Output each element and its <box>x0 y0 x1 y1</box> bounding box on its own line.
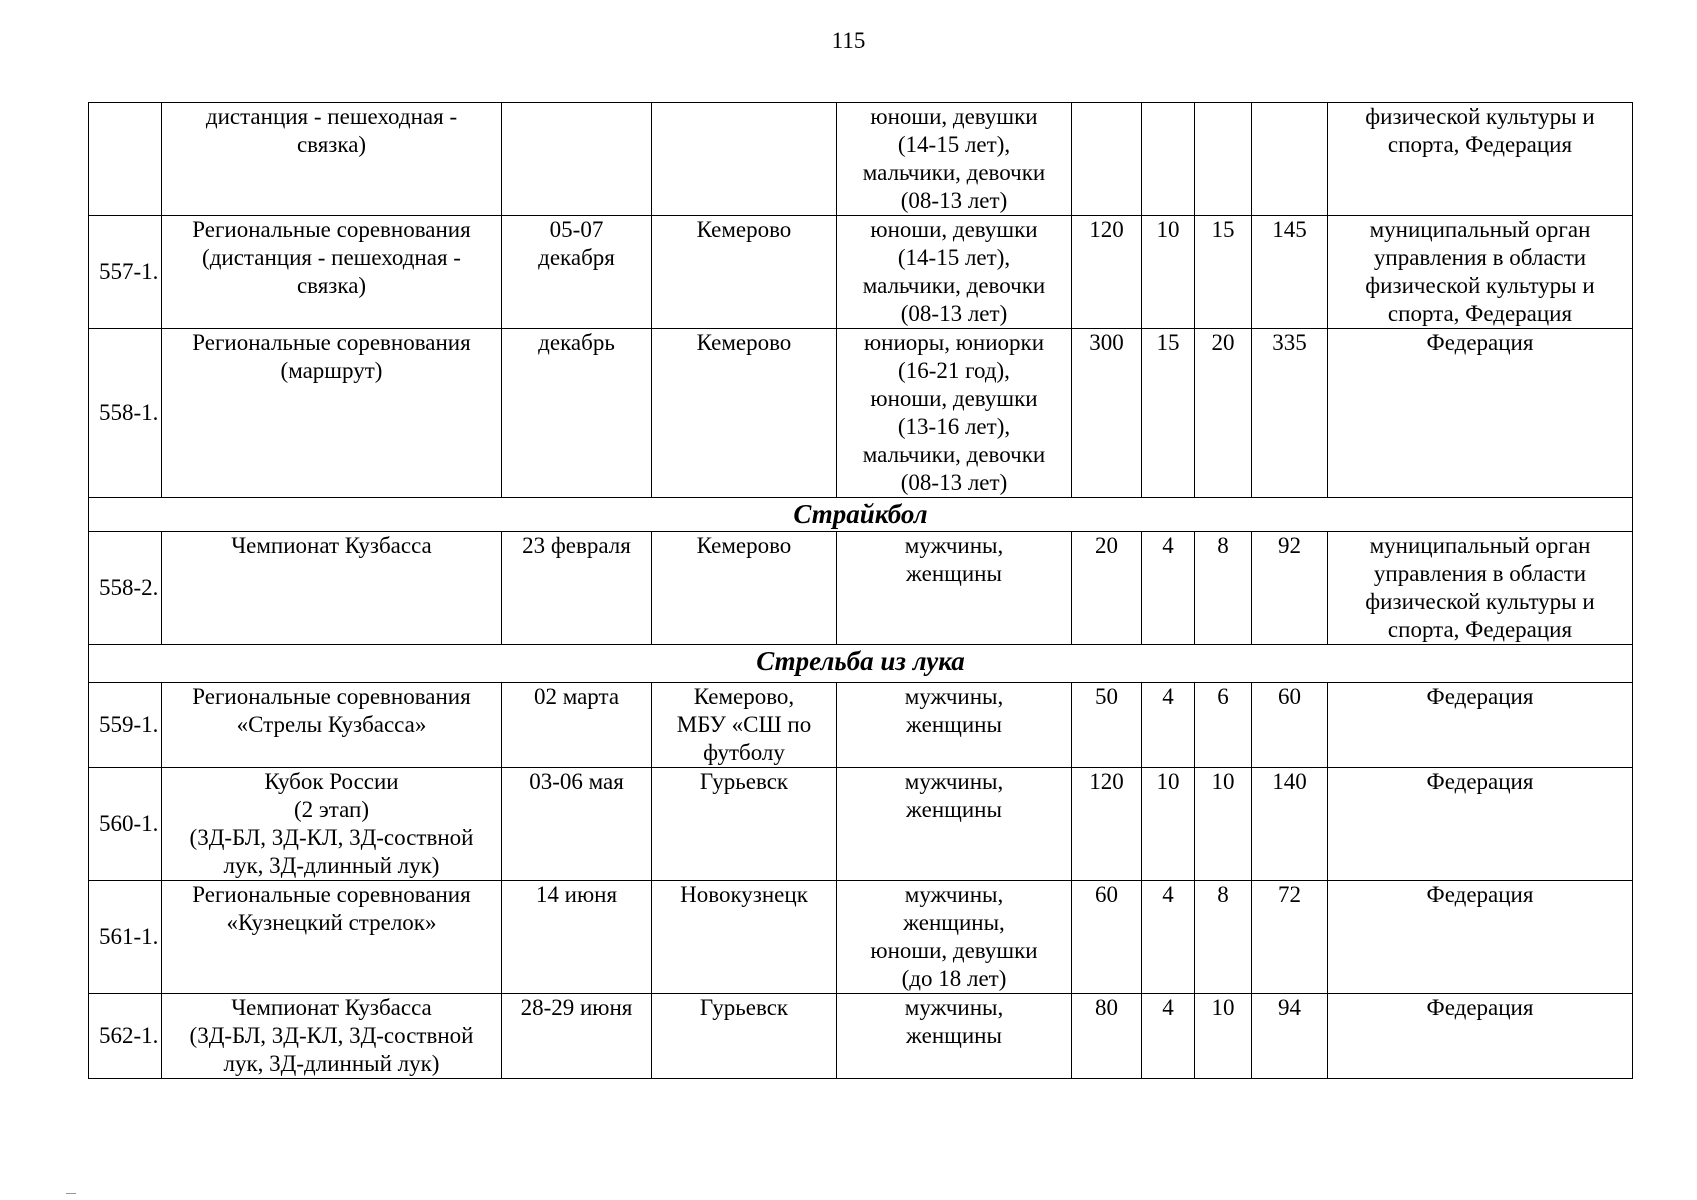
participants-count-cell: 20 <box>1072 532 1142 645</box>
officials-count-cell: 8 <box>1195 881 1252 994</box>
venue-cell-line: Гурьевск <box>699 769 789 794</box>
venue-cell <box>652 216 837 329</box>
participants-count-cell: 80 <box>1072 994 1142 1079</box>
venue-cell-line: Новокузнецк <box>680 882 808 907</box>
participants-cell-line: (16-21 год), <box>898 358 1010 383</box>
participants-cell <box>837 994 1072 1079</box>
organizer-cell-line: физической культуры и <box>1365 273 1595 298</box>
venue-cell <box>652 768 837 881</box>
section-row <box>89 498 1633 532</box>
section-title: Страйкбол <box>89 498 1633 532</box>
table-body <box>89 103 1633 1079</box>
event-name-cell-line: (3Д-БЛ, 3Д-КЛ, 3Д-соствной <box>189 1023 474 1048</box>
event-name-cell-line: лук, 3Д-длинный лук) <box>223 1051 440 1076</box>
event-name-cell-line: «Стрелы Кузбасса» <box>236 712 427 737</box>
participants-cell-line: мужчины, <box>904 882 1004 907</box>
venue-cell-line: Кемерово, <box>693 684 795 709</box>
judges-count-cell: 10 <box>1142 768 1195 881</box>
organizer-cell-line: физической культуры и <box>1365 104 1595 129</box>
participants-cell <box>837 532 1072 645</box>
event-name-cell-line: лук, 3Д-длинный лук) <box>223 853 440 878</box>
event-name-cell-line: «Кузнецкий стрелок» <box>226 910 437 935</box>
participants-count-cell: 120 <box>1072 768 1142 881</box>
organizer-cell-line: Федерация <box>1426 882 1534 907</box>
dates-cell <box>502 329 652 498</box>
organizer-cell <box>1328 994 1633 1079</box>
participants-count-cell: 50 <box>1072 683 1142 768</box>
judges-count-cell: 4 <box>1142 881 1195 994</box>
organizer-cell-line: управления в области <box>1373 561 1587 586</box>
total-count-cell: 145 <box>1252 216 1328 329</box>
venue-cell <box>652 532 837 645</box>
judges-count-cell: 4 <box>1142 994 1195 1079</box>
event-name-cell <box>162 994 502 1079</box>
event-name-cell-line: Чемпионат Кузбасса <box>231 995 432 1020</box>
organizer-cell <box>1328 216 1633 329</box>
event-name-cell <box>162 532 502 645</box>
event-name-cell-line: связка) <box>296 273 367 298</box>
judges-count-cell: 15 <box>1142 329 1195 498</box>
participants-count-cell: 120 <box>1072 216 1142 329</box>
dates-cell-line: 28-29 июня <box>520 995 633 1020</box>
event-name-cell <box>162 881 502 994</box>
event-name-cell-line: Региональные соревнования <box>192 684 471 709</box>
event-name-cell <box>162 768 502 881</box>
participants-cell-line: (14-15 лет), <box>897 132 1011 157</box>
event-name-cell-line: связка) <box>296 132 367 157</box>
venue-cell-line: Кемерово <box>696 533 792 558</box>
table-row <box>89 994 1633 1079</box>
total-count-cell: 72 <box>1252 881 1328 994</box>
participants-cell-line: мужчины, <box>904 995 1004 1020</box>
dates-cell-line: декабрь <box>538 330 615 355</box>
officials-count-cell: 10 <box>1195 994 1252 1079</box>
venue-cell <box>652 683 837 768</box>
dates-cell-line: 23 февраля <box>522 533 631 558</box>
officials-count-cell: 20 <box>1195 329 1252 498</box>
venue-cell-line: футболу <box>703 740 785 765</box>
participants-cell-line: мужчины, <box>904 684 1004 709</box>
event-name-cell <box>162 329 502 498</box>
organizer-cell-line: муниципальный орган <box>1369 533 1591 558</box>
event-name-cell-line: Региональные соревнования <box>192 330 471 355</box>
venue-cell-line: МБУ «СШ по <box>676 712 812 737</box>
event-name-cell-line: (3Д-БЛ, 3Д-КЛ, 3Д-соствной <box>189 825 474 850</box>
organizer-cell <box>1328 683 1633 768</box>
participants-cell-line: женщины <box>906 797 1002 822</box>
dates-cell <box>502 881 652 994</box>
participants-cell-line: мальчики, девочки <box>862 273 1046 298</box>
event-name-cell-line: (маршрут) <box>280 358 383 383</box>
organizer-cell-line: спорта, Федерация <box>1387 301 1573 326</box>
dates-cell-line: 05-07 <box>549 217 604 242</box>
officials-count-cell: 6 <box>1195 683 1252 768</box>
organizer-cell-line: Федерация <box>1426 684 1534 709</box>
judges-count-cell <box>1142 103 1195 216</box>
event-name-cell <box>162 683 502 768</box>
dates-cell-line: 14 июня <box>535 882 618 907</box>
page-number: 115 <box>831 28 866 53</box>
section-title: Стрельба из лука <box>89 645 1633 683</box>
row-number-cell: 561-1. <box>89 881 162 994</box>
participants-cell-line: женщины <box>906 561 1002 586</box>
participants-cell <box>837 216 1072 329</box>
participants-cell-line: юноши, девушки <box>870 104 1038 129</box>
venue-cell-line: Кемерово <box>696 217 792 242</box>
officials-count-cell: 10 <box>1195 768 1252 881</box>
table-row <box>89 103 1633 216</box>
organizer-cell-line: Федерация <box>1426 995 1534 1020</box>
officials-count-cell <box>1195 103 1252 216</box>
participants-cell-line: (14-15 лет), <box>897 245 1011 270</box>
participants-cell <box>837 768 1072 881</box>
participants-count-cell <box>1072 103 1142 216</box>
organizer-cell-line: муниципальный орган <box>1369 217 1591 242</box>
organizer-cell-line: Федерация <box>1426 330 1534 355</box>
table-row <box>89 532 1633 645</box>
table-row <box>89 216 1633 329</box>
dates-cell <box>502 216 652 329</box>
participants-cell-line: женщины <box>906 712 1002 737</box>
row-number-cell: 559-1. <box>89 683 162 768</box>
participants-cell-line: мальчики, девочки <box>862 160 1046 185</box>
row-number-cell <box>89 103 162 216</box>
total-count-cell: 335 <box>1252 329 1328 498</box>
venue-cell <box>652 329 837 498</box>
participants-cell <box>837 329 1072 498</box>
organizer-cell-line: Федерация <box>1426 769 1534 794</box>
event-name-cell-line: Чемпионат Кузбасса <box>231 533 432 558</box>
event-name-cell-line: (2 этап) <box>294 797 369 822</box>
total-count-cell <box>1252 103 1328 216</box>
event-name-cell-line: дистанция - пешеходная - <box>205 104 458 129</box>
total-count-cell: 60 <box>1252 683 1328 768</box>
total-count-cell: 94 <box>1252 994 1328 1079</box>
total-count-cell: 140 <box>1252 768 1328 881</box>
participants-cell-line: (08-13 лет) <box>900 188 1008 213</box>
organizer-cell <box>1328 103 1633 216</box>
dates-cell-line: 02 марта <box>533 684 620 709</box>
competition-schedule-table <box>88 102 1633 1079</box>
dates-cell <box>502 683 652 768</box>
row-number-cell: 558-1. <box>89 329 162 498</box>
organizer-cell-line: управления в области <box>1373 245 1587 270</box>
scan-mark <box>66 1193 76 1194</box>
dates-cell-line: 03-06 мая <box>529 769 624 794</box>
participants-count-cell: 60 <box>1072 881 1142 994</box>
judges-count-cell: 10 <box>1142 216 1195 329</box>
participants-cell <box>837 881 1072 994</box>
row-number-cell: 558-2. <box>89 532 162 645</box>
participants-cell-line: мальчики, девочки <box>862 442 1046 467</box>
venue-cell-line: Кемерово <box>696 330 792 355</box>
event-name-cell-line: (дистанция - пешеходная - <box>202 245 461 270</box>
dates-cell <box>502 994 652 1079</box>
row-number-cell: 562-1. <box>89 994 162 1079</box>
venue-cell <box>652 881 837 994</box>
organizer-cell <box>1328 329 1633 498</box>
table-row <box>89 768 1633 881</box>
participants-cell <box>837 103 1072 216</box>
venue-cell <box>652 103 837 216</box>
row-number-cell: 557-1. <box>89 216 162 329</box>
event-name-cell-line: Региональные соревнования <box>192 217 471 242</box>
organizer-cell <box>1328 881 1633 994</box>
participants-cell-line: мужчины, <box>904 769 1004 794</box>
organizer-cell-line: спорта, Федерация <box>1387 132 1573 157</box>
judges-count-cell: 4 <box>1142 683 1195 768</box>
participants-cell-line: (до 18 лет) <box>901 966 1007 991</box>
event-name-cell <box>162 216 502 329</box>
table-row <box>89 683 1633 768</box>
participants-cell-line: (08-13 лет) <box>900 301 1008 326</box>
participants-cell <box>837 683 1072 768</box>
section-row <box>89 645 1633 683</box>
event-name-cell-line: Кубок России <box>264 769 399 794</box>
judges-count-cell: 4 <box>1142 532 1195 645</box>
table-row <box>89 329 1633 498</box>
organizer-cell-line: спорта, Федерация <box>1387 617 1573 642</box>
officials-count-cell: 8 <box>1195 532 1252 645</box>
organizer-cell <box>1328 768 1633 881</box>
participants-cell-line: юноши, девушки <box>870 386 1038 411</box>
row-number-cell: 560-1. <box>89 768 162 881</box>
venue-cell <box>652 994 837 1079</box>
venue-cell-line: Гурьевск <box>699 995 789 1020</box>
dates-cell <box>502 103 652 216</box>
participants-cell-line: юниоры, юниорки <box>863 330 1045 355</box>
table-row <box>89 881 1633 994</box>
total-count-cell: 92 <box>1252 532 1328 645</box>
participants-cell-line: женщины, <box>903 910 1005 935</box>
officials-count-cell: 15 <box>1195 216 1252 329</box>
dates-cell <box>502 768 652 881</box>
participants-cell-line: мужчины, <box>904 533 1004 558</box>
event-name-cell <box>162 103 502 216</box>
participants-cell-line: юноши, девушки <box>870 217 1038 242</box>
participants-count-cell: 300 <box>1072 329 1142 498</box>
participants-cell-line: юноши, девушки <box>870 938 1038 963</box>
participants-cell-line: женщины <box>906 1023 1002 1048</box>
dates-cell <box>502 532 652 645</box>
dates-cell-line: декабря <box>538 245 615 270</box>
organizer-cell <box>1328 532 1633 645</box>
event-name-cell-line: Региональные соревнования <box>192 882 471 907</box>
participants-cell-line: (13-16 лет), <box>897 414 1011 439</box>
organizer-cell-line: физической культуры и <box>1365 589 1595 614</box>
participants-cell-line: (08-13 лет) <box>900 470 1008 495</box>
